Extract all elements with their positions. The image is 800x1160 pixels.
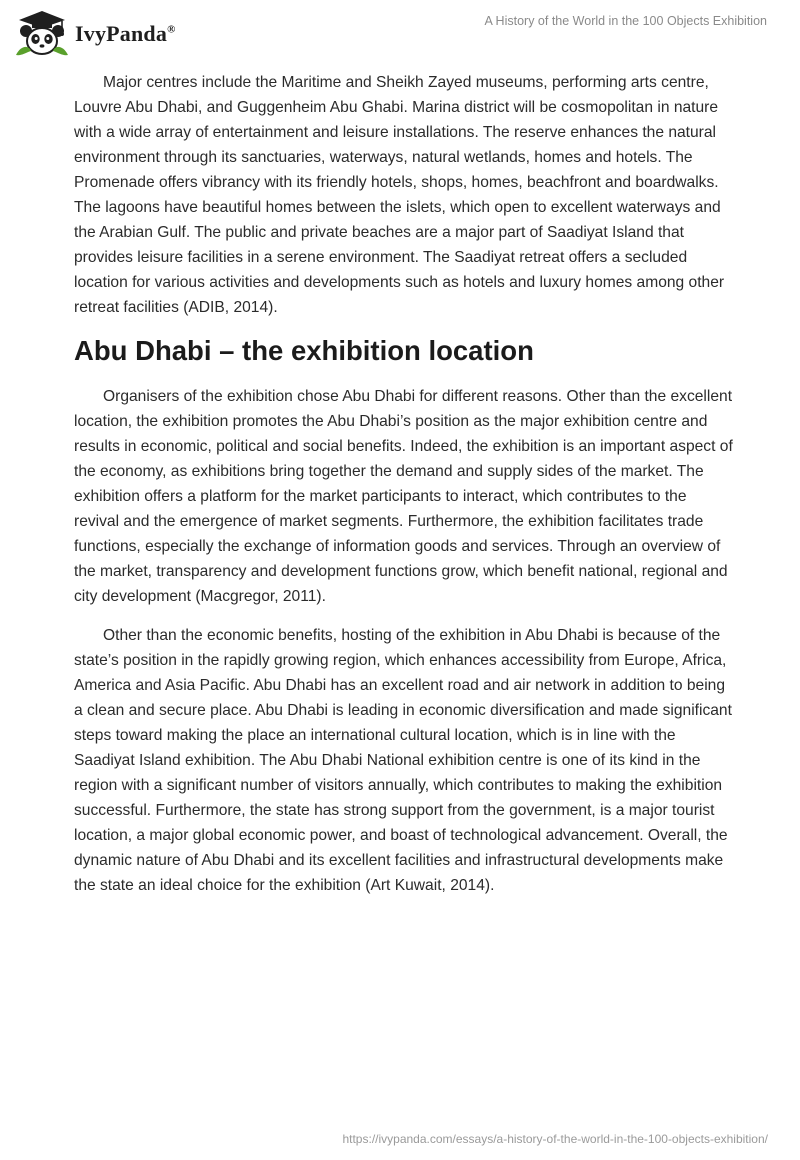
source-url[interactable]: https://ivypanda.com/essays/a-history-of-the-world-in-the-100-objects-exhibition/: [342, 1132, 768, 1146]
paragraph: Major centres include the Maritime and Sheikh Zayed museums, performing arts centre, Louvre Abu Dhabi, and Guggenheim Abu Ghabi. Marina district will be cosmopolitan in nature with a wide array of entertainment and leisure installations. The reserve enhances the natural environment through its sanctuaries, waterways, natural wetlands, homes and hotels. The Promenade offers vibrancy with its friendly hotels, shops, homes, beachfront and boardwalks. The lagoons have beautiful homes between the islets, which open to excellent waterways and the Arabian Gulf. The public and private beaches are a major part of Saadiyat Island that provides leisure facilities in a serene environment. The Saadiyat retreat offers a secluded location for various activities and developments such as hotels and luxury homes among other retreat facilities (ADIB, 2014).: [74, 74, 725, 316]
section-heading: Abu Dhabi – the exhibition location: [74, 335, 534, 366]
panda-graduate-icon: [13, 9, 71, 59]
document-title: A History of the World in the 100 Objects Exhibition: [484, 14, 767, 28]
paragraph: Organisers of the exhibition chose Abu Dhabi for different reasons. Other than the excellent location, the exhibition promotes the Abu Dhabi’s position as the major exhibition centre and results in economic, political and social benefits. Indeed, the exhibition is an important aspect of the economy, as exhibitions bring together the demand and supply sides of the market. The exhibition offers a platform for the market participants to interact, which contributes to the revival and the emergence of market segments. Furthermore, the exhibition facilitates trade functions, especially the exchange of information goods and services. Through an overview of the market, transparency and development functions grow, which benefit national, regional and city development (Macgregor, 2011).: [74, 388, 733, 605]
page-header: [0, 0, 800, 66]
logo-text: IvyPanda®: [75, 21, 176, 46]
paragraph: Other than the economic benefits, hosting of the exhibition in Abu Dhabi is because of the state’s position in the rapidly growing region, which enhances accessibility from Europe, Africa, America and Asia Pacific. Abu Dhabi has an excellent road and air network in addition to being a clean and secure place. Abu Dhabi is leading in economic diversification and made significant steps toward making the place an international cultural location, which is in line with the Saadiyat Island exhibition. The Abu Dhabi National exhibition centre is one of its kind in the region with a significant number of visitors annually, which contributes to making the exhibition successful. Furthermore, the state has strong support from the government, is a major tourist location, a major global economic power, and boast of technological advancement. Overall, the dynamic nature of Abu Dhabi and its excellent facilities and infrastructural developments make the state an ideal choice for the exhibition (Art Kuwait, 2014).: [74, 627, 732, 894]
ivypanda-logo[interactable]: [13, 9, 213, 59]
essay-content: [74, 70, 734, 912]
